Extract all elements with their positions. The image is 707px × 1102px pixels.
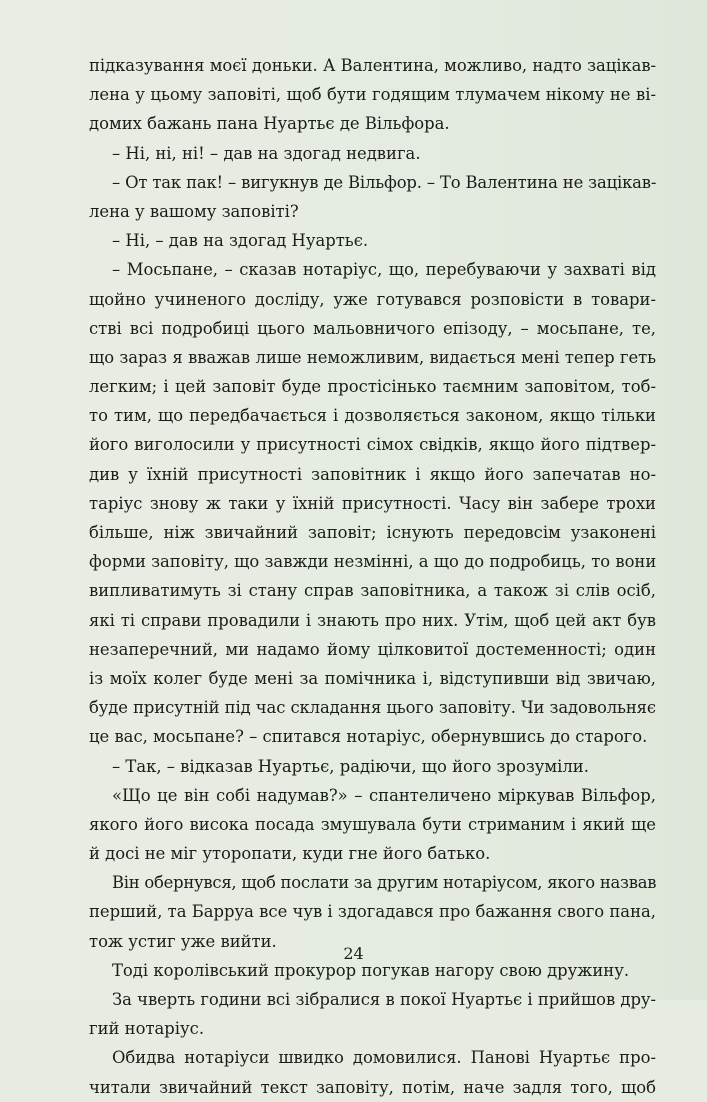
text-line: більше, ніж звичайний заповіт; існують передовсім узаконені: [89, 523, 656, 542]
text-line: що зараз я вважав лише неможливим, видається мені тепер геть: [89, 347, 656, 367]
text-line: стві всі подробиці цього мальовничого епізоду, – мосьпане, те,: [89, 318, 656, 338]
text-line: читали звичайний текст заповіту, потім, наче задля того, щоб: [89, 1077, 656, 1097]
text-line: За чверть години всі зібралися в покої Нуартьє і прийшов дру-: [112, 990, 656, 1009]
text-line: випливатимуть зі стану справ заповітника, а також зі слів осіб,: [89, 581, 656, 601]
text-line: тож устиг уже вийти.: [89, 931, 277, 951]
text-line: із моїх колег буде мені за помічника і, відступивши від звичаю,: [89, 668, 656, 688]
text-line: Тоді королівський прокурор погукав нагору свою дружину.: [112, 960, 630, 980]
text-line: домих бажань пана Нуартьє де Вільфора.: [89, 114, 450, 134]
text-line: – Ні, ні, ні! – дав на здогад недвига.: [112, 143, 421, 163]
text-line: то тим, що передбачається і дозволяється законом, якщо тільки: [89, 406, 656, 426]
text-line: таріус знову ж таки у їхній присутності. Часу він забере трохи: [89, 493, 656, 513]
text-line: підказування моєї доньки. А Валентина, можливо, надто зацікав-: [89, 56, 656, 75]
text-line: й досі не міг уторопати, куди гне його батько.: [89, 844, 491, 864]
text-line: які ті справи провадили і знають про них. Утім, щоб цей акт був: [89, 610, 656, 630]
text-line: лена у цьому заповіті, щоб бути годящим тлумачем нікому не ві-: [89, 85, 656, 105]
text-line: буде присутній під час складання цього заповіту. Чи задовольняє: [89, 698, 656, 718]
text-line: якого його висока посада змушувала бути стриманим і який ще: [89, 814, 656, 834]
text-line: – Ні, – дав на здогад Нуартьє.: [112, 231, 369, 251]
text-line: – Так, – відказав Нуартьє, радіючи, що його зрозуміли.: [112, 756, 589, 776]
text-line: Він обернувся, щоб послати за другим нотаріусом, якого назвав: [112, 873, 657, 893]
text-line: – Мосьпане, – сказав нотаріус, що, перебуваючи у захваті від: [112, 260, 656, 280]
text-line: – От так пак! – вигукнув де Вільфор. – То Валентина не зацікав-: [112, 172, 657, 192]
page-number: 24: [343, 944, 364, 963]
text-line: це вас, мосьпане? – спитався нотаріус, обернувшись до старого.: [89, 727, 648, 747]
text-line: «Що це він собі надумав?» – спантеличено міркував Вільфор,: [112, 785, 656, 805]
text-line: незаперечний, ми надамо йому цілковитої достеменності; один: [89, 639, 656, 659]
text-line: легким; і цей заповіт буде простісінько таємним заповітом, тоб-: [89, 377, 656, 397]
text-line: див у їхній присутності заповітник і якщо його запечатав но-: [89, 464, 656, 484]
text-line: його виголосили у присутності сімох свідків, якщо його підтвер-: [89, 435, 656, 455]
text-line: щойно учиненого досліду, уже готувався розповісти в товари-: [89, 289, 656, 309]
text-line: форми заповіту, що завжди незмінні, а що до подробиць, то вони: [89, 552, 657, 572]
text-line: гий нотаріус.: [89, 1019, 205, 1039]
text-line: лена у вашому заповіті?: [89, 201, 299, 221]
text-line: перший, та Барруа все чув і здогадався про бажання свого пана,: [89, 902, 656, 922]
text-line: Обидва нотаріуси швидко домовилися. Панові Нуартьє про-: [112, 1048, 656, 1068]
